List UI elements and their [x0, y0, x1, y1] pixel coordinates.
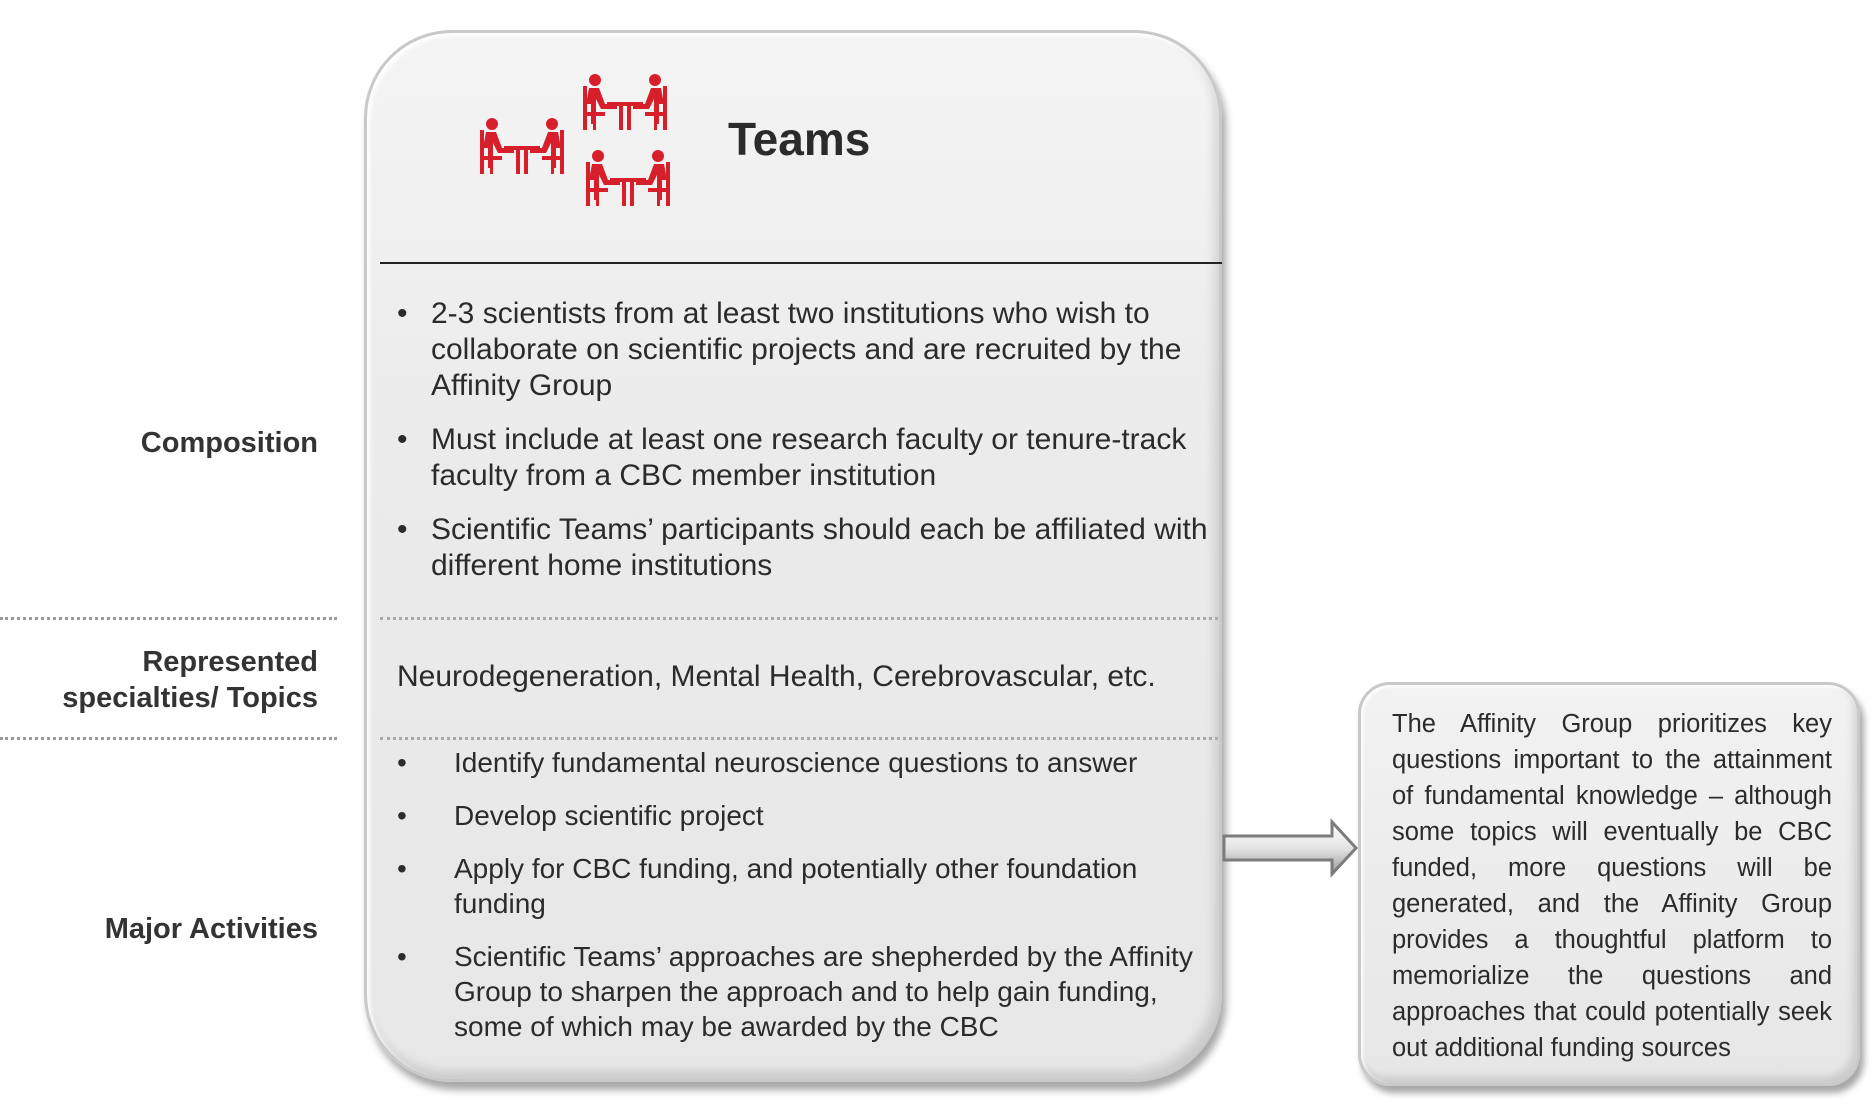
list-item-text: Develop scientific project	[454, 800, 764, 831]
bullet-icon: •	[397, 297, 408, 330]
activities-label: Major Activities	[104, 913, 318, 945]
list-item	[397, 512, 1217, 584]
card-title: Teams	[728, 113, 871, 165]
list-item-text: Must include at least one research faculty or tenure-track faculty from a CBC member institution	[431, 423, 1187, 492]
section-divider	[380, 617, 1218, 620]
specialties-label-line2: specialties/ Topics	[62, 682, 318, 714]
separator-bottom	[0, 737, 337, 740]
bullet-icon: •	[397, 853, 407, 884]
list-item-text: Identify fundamental neuroscience questions to answer	[454, 747, 1138, 778]
bullet-icon: •	[397, 747, 407, 778]
list-item	[397, 939, 1207, 1044]
bullet-icon: •	[397, 423, 408, 456]
composition-label: Composition	[140, 427, 318, 459]
specialties-label-line1: Represented	[142, 646, 318, 678]
specialties-label	[62, 644, 318, 716]
list-item	[397, 745, 1207, 780]
list-item	[397, 296, 1217, 404]
section-divider	[380, 737, 1218, 740]
right-arrow-icon	[1222, 818, 1360, 878]
bullet-icon: •	[397, 513, 408, 546]
list-item-text: Scientific Teams’ participants should each be affiliated with different home institutions	[431, 513, 1208, 582]
activities-list	[397, 745, 1207, 1062]
composition-list	[397, 296, 1217, 602]
meeting-table-icon	[480, 116, 564, 180]
list-item	[397, 798, 1207, 833]
bullet-icon: •	[397, 941, 407, 972]
list-item-text: Apply for CBC funding, and potentially other foundation funding	[454, 853, 1138, 919]
specialties-text: Neurodegeneration, Mental Health, Cerebrovascular, etc.	[397, 660, 1156, 693]
list-item-text: Scientific Teams’ approaches are shepherded by the Affinity Group to sharpen the approach and to help gain funding, some of which may be awarded by the CBC	[454, 941, 1193, 1042]
title-divider	[380, 262, 1222, 264]
meeting-table-icon	[586, 148, 670, 212]
list-item	[397, 422, 1217, 494]
meeting-table-icon	[583, 72, 667, 136]
bullet-icon: •	[397, 800, 407, 831]
separator-top	[0, 617, 337, 620]
note-text: The Affinity Group prioritizes key questions important to the attainment of fundamental knowledge – although some topics will eventually be CBC funded, more questions will be generated, and the Affinity Group provides a thoughtful platform to memorialize the questions and approaches that could potentially seek out additional funding sources	[1392, 710, 1832, 1062]
list-item	[397, 851, 1207, 921]
list-item-text: 2-3 scientists from at least two institutions who wish to collaborate on scientific projects and are recruited by the Affinity Group	[431, 297, 1182, 402]
